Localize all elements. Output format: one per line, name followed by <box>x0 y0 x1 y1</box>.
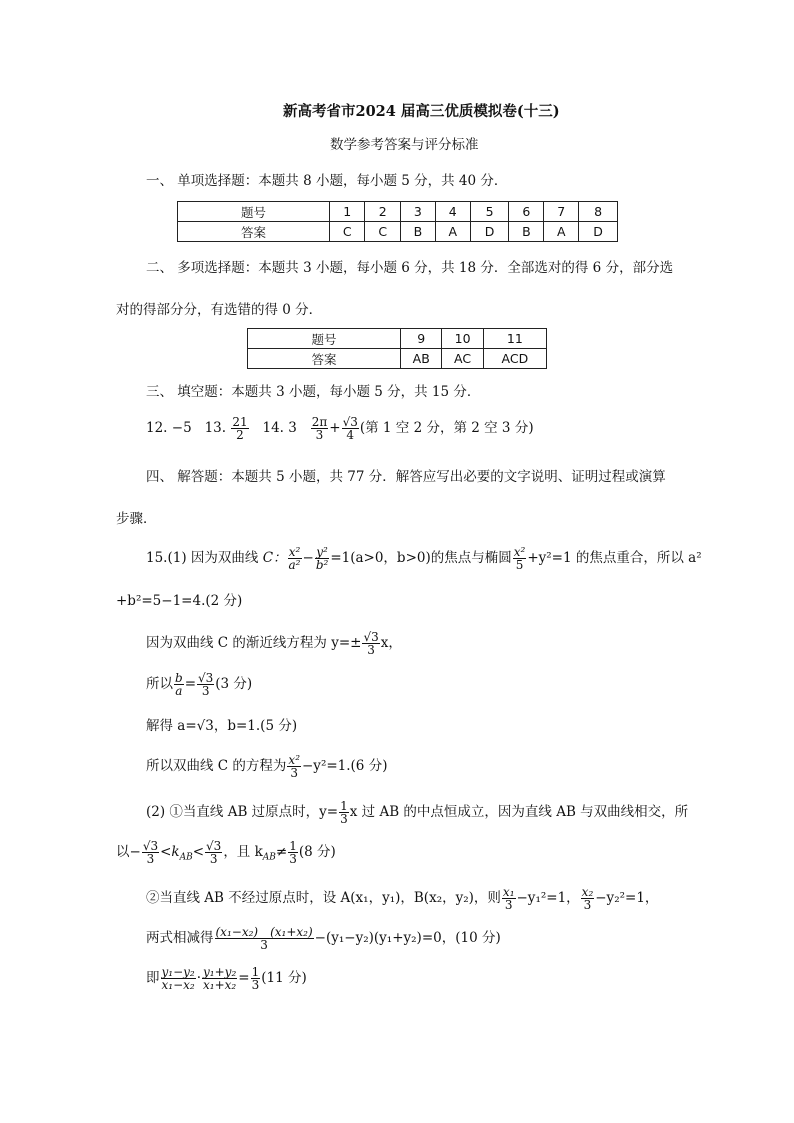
fill-blank-answers: 12. −5 13. $\frac{21}{2}$ 14. 3 $\frac{2\pi}{3}$ + $\frac{√3}{4}$ (第 1 空 2 分，第 2 空 3 分) <box>146 415 534 442</box>
denominator: 3 <box>146 852 155 866</box>
numerator: x² <box>288 545 301 559</box>
denominator: a² <box>288 558 301 572</box>
text-span: x 过 AB 的中点恒成立，因为直线 AB 与双曲线相交，所 <box>349 804 689 820</box>
text-span: (2) ①当直线 AB 过原点时，y= <box>146 804 339 820</box>
section4-heading-line2: 步骤． <box>116 511 157 527</box>
fraction <box>251 966 261 991</box>
text-span: < <box>192 844 205 860</box>
numerator: 1 <box>340 799 348 813</box>
table-cell: D <box>470 222 509 242</box>
table-cell: B <box>509 222 544 242</box>
row-label-numbers: 题号 <box>248 329 401 349</box>
fraction <box>197 672 214 697</box>
fraction <box>161 966 196 991</box>
section3-heading: 三、 填空题：本题共 3 小题，每小题 5 分，共 15 分． <box>146 384 481 400</box>
denominator: 3 <box>201 684 210 698</box>
single-choice-answer-table <box>177 201 618 242</box>
numerator: √3 <box>206 839 222 853</box>
table-cell: A <box>544 222 579 242</box>
table-cell: 3 <box>400 202 435 222</box>
fraction <box>288 840 298 865</box>
denominator: 3 <box>209 852 218 866</box>
section2-heading-line1: 二、 多项选择题：本题共 3 小题，每小题 6 分，共 18 分．全部选对的得 6 分，部分选 <box>146 260 674 276</box>
text-span: 因为双曲线 C 的渐近线方程为 y=± <box>146 635 362 651</box>
text-span: − <box>302 550 314 566</box>
q12-label: 12. <box>146 420 168 436</box>
denominator: b² <box>315 558 329 572</box>
row-label-numbers: 题号 <box>178 202 330 222</box>
table-cell: 6 <box>509 202 544 222</box>
numerator: √3 <box>198 671 214 685</box>
q12-answer: −5 <box>171 420 192 436</box>
numerator: √3 <box>363 630 379 644</box>
denominator: 3 <box>583 898 592 912</box>
denominator: 3 <box>290 766 299 780</box>
text-span: (8 分) <box>298 844 336 860</box>
denominator: x₁+x₂ <box>203 978 237 992</box>
q15-line-2: +b²=5−1=4.(2 分) <box>116 593 243 609</box>
numerator: 1 <box>289 839 297 853</box>
text-span: (11 分) <box>261 970 307 986</box>
table-cell: 5 <box>470 202 509 222</box>
denominator: 3 <box>367 643 375 657</box>
page-subtitle: 数学参考答案与评分标准 <box>330 137 479 153</box>
subscript: AB <box>262 852 276 863</box>
q15-line-5: 解得 a=√3，b=1.(5 分) <box>146 718 298 734</box>
section1-heading: 一、 单项选择题：本题共 8 小题，每小题 5 分，共 40 分． <box>146 173 508 189</box>
denominator: 3 <box>504 898 513 912</box>
fraction <box>205 840 222 865</box>
table-row <box>248 329 547 349</box>
fraction <box>362 631 379 656</box>
q15-line-10 <box>146 926 501 951</box>
denominator: 5 <box>515 558 524 572</box>
table-cell: C <box>365 222 400 242</box>
q13-numerator: 21 <box>232 415 248 429</box>
text-span: x， <box>380 635 402 651</box>
numerator: y₁−y₂ <box>161 965 195 979</box>
fraction <box>202 966 237 991</box>
fraction <box>513 546 527 571</box>
table-cell: 10 <box>442 329 483 349</box>
subscript: AB <box>179 852 193 863</box>
table-cell: 1 <box>330 202 365 222</box>
fraction <box>174 672 184 697</box>
text-span: 15.(1) 因为双曲线 <box>146 550 259 566</box>
numerator: x² <box>513 545 526 559</box>
denominator: 3 <box>340 812 348 826</box>
text-span: 两式相减得 <box>146 930 214 946</box>
fraction <box>502 886 516 911</box>
q15-line-9 <box>146 886 658 911</box>
numerator: x₁ <box>502 885 515 899</box>
fraction <box>287 754 301 779</box>
denominator: 3 <box>260 938 268 952</box>
text-span: −(y₁−y₂)(y₁+y₂)=0，(10 分) <box>314 930 501 946</box>
fraction <box>215 926 314 951</box>
fraction <box>142 840 159 865</box>
text-span: 所以 <box>146 676 173 692</box>
numerator: (x₁−x₂) (x₁+x₂) <box>215 925 313 939</box>
q14-f1-denominator: 3 <box>315 428 324 442</box>
denominator: a <box>175 684 183 698</box>
q14-label: 14. 3 <box>262 420 297 436</box>
text-span: 以− <box>116 844 141 860</box>
q13-denominator: 2 <box>236 428 244 442</box>
q15-line-4 <box>146 672 252 697</box>
table-row <box>178 222 618 242</box>
q14-f1-numerator: 2π <box>311 415 328 429</box>
q14-f2-denominator: 4 <box>346 428 355 442</box>
text-span: <k <box>160 844 180 860</box>
text-span: 即 <box>146 970 160 986</box>
denominator: 3 <box>289 852 297 866</box>
table-cell: 7 <box>544 202 579 222</box>
q13-fraction <box>231 416 248 441</box>
text-span: C： <box>262 550 287 566</box>
numerator: 1 <box>251 965 260 979</box>
table-row <box>248 349 547 369</box>
text-span: (3 分) <box>215 676 253 692</box>
text-span: · <box>196 970 202 986</box>
text-span: ，且 k <box>223 844 263 860</box>
fraction <box>581 886 595 911</box>
text-span: −y₂²=1， <box>595 890 659 906</box>
table-cell: AC <box>442 349 483 369</box>
table-cell: 8 <box>579 202 618 222</box>
numerator: x² <box>288 753 300 767</box>
row-label-answers: 答案 <box>178 222 330 242</box>
table-cell: 9 <box>401 329 442 349</box>
multi-choice-answer-table <box>247 328 547 369</box>
numerator: b <box>175 671 183 685</box>
q15-line-8 <box>116 840 336 867</box>
text-span: ②当直线 AB 不经过原点时，设 A(x₁，y₁)，B(x₂，y₂)，则 <box>146 890 501 906</box>
table-cell: C <box>330 222 365 242</box>
numerator: x₂ <box>581 885 594 899</box>
table-cell: ACD <box>483 349 546 369</box>
q15-line-11 <box>146 966 307 991</box>
q13-label: 13. <box>204 420 227 436</box>
text-span: −y²=1.(6 分) <box>302 758 388 774</box>
text-span: ≠ <box>275 844 288 860</box>
section4-heading-line1: 四、 解答题：本题共 5 小题，共 77 分．解答应写出必要的文字说明、证明过程或演算 <box>146 469 666 485</box>
q14-fraction-1 <box>311 416 329 441</box>
table-cell: 11 <box>483 329 546 349</box>
numerator: y₁+y₂ <box>203 965 237 979</box>
q14-f2-numerator: √3 <box>342 415 358 429</box>
table-row <box>178 202 618 222</box>
q14-note: (第 1 空 2 分，第 2 空 3 分) <box>359 420 534 436</box>
fraction <box>315 546 330 571</box>
numerator: y² <box>316 545 328 559</box>
row-label-answers: 答案 <box>248 349 401 369</box>
text-span: 所以双曲线 C 的方程为 <box>146 758 287 774</box>
table-cell: AB <box>401 349 442 369</box>
fraction <box>339 800 349 825</box>
q15-line-7 <box>146 800 688 825</box>
fraction <box>288 546 302 571</box>
denominator: x₁−x₂ <box>161 978 195 992</box>
text-span: =1(a>0，b>0)的焦点与椭圆 <box>330 550 512 566</box>
section2-heading-line2: 对的得部分分，有选错的得 0 分． <box>116 302 323 318</box>
q15-line-1 <box>146 546 702 571</box>
numerator: √3 <box>142 839 159 853</box>
table-cell: D <box>579 222 618 242</box>
table-cell: 2 <box>365 202 400 222</box>
table-cell: 4 <box>435 202 470 222</box>
table-cell: B <box>400 222 435 242</box>
page-title: 新高考省市2024 届高三优质模拟卷(十三) <box>283 103 560 120</box>
text-span: +y²=1 的焦点重合，所以 a² <box>527 550 702 566</box>
denominator: 3 <box>251 978 260 992</box>
q15-line-6 <box>146 754 387 779</box>
table-cell: A <box>435 222 470 242</box>
text-span: = <box>184 676 196 692</box>
text-span: −y₁²=1， <box>516 890 580 906</box>
q15-line-3 <box>146 631 402 656</box>
text-span: = <box>238 970 250 986</box>
q14-fraction-2 <box>342 416 359 441</box>
